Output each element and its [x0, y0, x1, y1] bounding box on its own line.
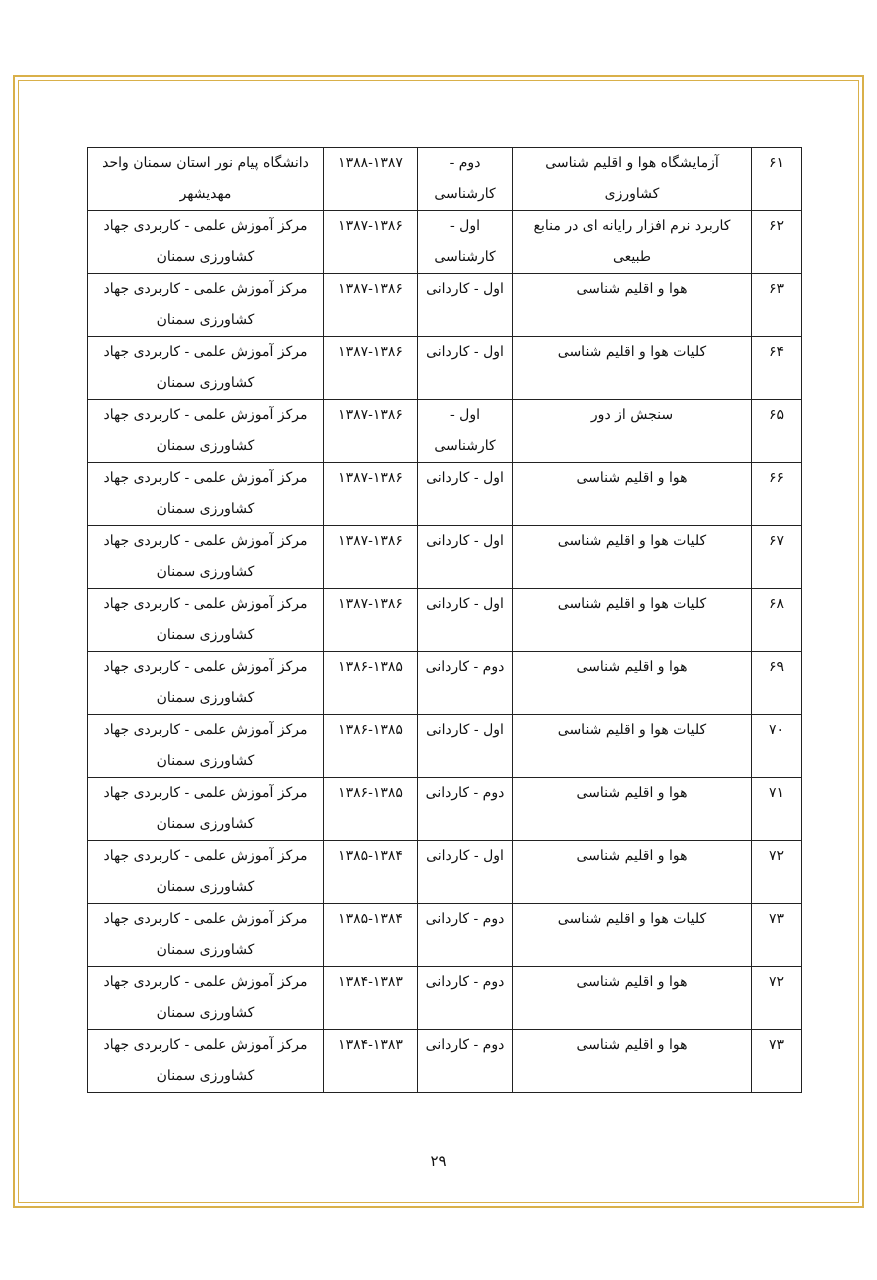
course-title: هوا و اقلیم شناسی [513, 841, 752, 904]
institution-name: مرکز آموزش علمی - کاربردی جهاد کشاورزی سمنان [88, 526, 324, 589]
row-number: ۶۴ [752, 337, 802, 400]
course-title: کلیات هوا و اقلیم شناسی [513, 904, 752, 967]
table-row [88, 715, 802, 778]
semester-level: اول - کاردانی [418, 841, 513, 904]
academic-year: ۱۳۸۷-۱۳۸۶ [324, 211, 418, 274]
table-row [88, 337, 802, 400]
course-title: هوا و اقلیم شناسی [513, 274, 752, 337]
institution-name: مرکز آموزش علمی - کاربردی جهاد کشاورزی سمنان [88, 400, 324, 463]
institution-name: مرکز آموزش علمی - کاربردی جهاد کشاورزی سمنان [88, 904, 324, 967]
institution-name: مرکز آموزش علمی - کاربردی جهاد کشاورزی سمنان [88, 211, 324, 274]
semester-level: اول - کاردانی [418, 526, 513, 589]
course-title: کاربرد نرم افزار رایانه ای در منابع طبیعی [513, 211, 752, 274]
academic-year: ۱۳۸۶-۱۳۸۵ [324, 715, 418, 778]
institution-name: مرکز آموزش علمی - کاربردی جهاد کشاورزی سمنان [88, 337, 324, 400]
row-number: ۷۳ [752, 1030, 802, 1093]
row-number: ۶۳ [752, 274, 802, 337]
academic-year: ۱۳۸۴-۱۳۸۳ [324, 1030, 418, 1093]
table-row [88, 841, 802, 904]
academic-year: ۱۳۸۷-۱۳۸۶ [324, 274, 418, 337]
table-row [88, 274, 802, 337]
academic-year: ۱۳۸۷-۱۳۸۶ [324, 589, 418, 652]
course-title: کلیات هوا و اقلیم شناسی [513, 715, 752, 778]
institution-name: دانشگاه پیام نور استان سمنان واحد مهدیشهر [88, 148, 324, 211]
table-row [88, 589, 802, 652]
table-row [88, 1030, 802, 1093]
semester-level: اول - کاردانی [418, 337, 513, 400]
academic-year: ۱۳۸۸-۱۳۸۷ [324, 148, 418, 211]
semester-level: دوم - کارشناسی [418, 148, 513, 211]
row-number: ۷۱ [752, 778, 802, 841]
semester-level: دوم - کاردانی [418, 1030, 513, 1093]
course-title: هوا و اقلیم شناسی [513, 463, 752, 526]
academic-year: ۱۳۸۷-۱۳۸۶ [324, 337, 418, 400]
course-title: هوا و اقلیم شناسی [513, 652, 752, 715]
institution-name: مرکز آموزش علمی - کاربردی جهاد کشاورزی سمنان [88, 778, 324, 841]
semester-level: اول - کارشناسی [418, 400, 513, 463]
table-row [88, 526, 802, 589]
table-row [88, 400, 802, 463]
institution-name: مرکز آموزش علمی - کاربردی جهاد کشاورزی سمنان [88, 652, 324, 715]
row-number: ۶۷ [752, 526, 802, 589]
table-row [88, 778, 802, 841]
row-number: ۶۶ [752, 463, 802, 526]
table-row [88, 967, 802, 1030]
course-title: آزمایشگاه هوا و اقلیم شناسی کشاورزی [513, 148, 752, 211]
semester-level: اول - کارشناسی [418, 211, 513, 274]
institution-name: مرکز آموزش علمی - کاربردی جهاد کشاورزی سمنان [88, 1030, 324, 1093]
institution-name: مرکز آموزش علمی - کاربردی جهاد کشاورزی سمنان [88, 967, 324, 1030]
semester-level: اول - کاردانی [418, 589, 513, 652]
course-title: کلیات هوا و اقلیم شناسی [513, 337, 752, 400]
course-title: هوا و اقلیم شناسی [513, 778, 752, 841]
semester-level: دوم - کاردانی [418, 778, 513, 841]
row-number: ۷۲ [752, 967, 802, 1030]
table-row [88, 148, 802, 211]
course-title: کلیات هوا و اقلیم شناسی [513, 526, 752, 589]
table-row [88, 463, 802, 526]
row-number: ۷۳ [752, 904, 802, 967]
semester-level: دوم - کاردانی [418, 904, 513, 967]
table-row [88, 652, 802, 715]
semester-level: اول - کاردانی [418, 274, 513, 337]
academic-year: ۱۳۸۴-۱۳۸۳ [324, 967, 418, 1030]
semester-level: دوم - کاردانی [418, 652, 513, 715]
institution-name: مرکز آموزش علمی - کاربردی جهاد کشاورزی سمنان [88, 589, 324, 652]
institution-name: مرکز آموزش علمی - کاربردی جهاد کشاورزی سمنان [88, 715, 324, 778]
row-number: ۶۹ [752, 652, 802, 715]
course-table-body [88, 148, 802, 1093]
row-number: ۷۰ [752, 715, 802, 778]
academic-year: ۱۳۸۷-۱۳۸۶ [324, 463, 418, 526]
row-number: ۶۱ [752, 148, 802, 211]
row-number: ۶۸ [752, 589, 802, 652]
course-title: کلیات هوا و اقلیم شناسی [513, 589, 752, 652]
institution-name: مرکز آموزش علمی - کاربردی جهاد کشاورزی سمنان [88, 463, 324, 526]
academic-year: ۱۳۸۵-۱۳۸۴ [324, 841, 418, 904]
institution-name: مرکز آموزش علمی - کاربردی جهاد کشاورزی سمنان [88, 841, 324, 904]
semester-level: اول - کاردانی [418, 715, 513, 778]
semester-level: اول - کاردانی [418, 463, 513, 526]
academic-year: ۱۳۸۷-۱۳۸۶ [324, 400, 418, 463]
semester-level: دوم - کاردانی [418, 967, 513, 1030]
academic-year: ۱۳۸۶-۱۳۸۵ [324, 652, 418, 715]
course-title: هوا و اقلیم شناسی [513, 967, 752, 1030]
course-title: هوا و اقلیم شناسی [513, 1030, 752, 1093]
course-table [87, 147, 802, 1093]
academic-year: ۱۳۸۶-۱۳۸۵ [324, 778, 418, 841]
row-number: ۶۲ [752, 211, 802, 274]
row-number: ۶۵ [752, 400, 802, 463]
page-number: ۲۹ [430, 1152, 447, 1170]
row-number: ۷۲ [752, 841, 802, 904]
course-title: سنجش از دور [513, 400, 752, 463]
academic-year: ۱۳۸۵-۱۳۸۴ [324, 904, 418, 967]
academic-year: ۱۳۸۷-۱۳۸۶ [324, 526, 418, 589]
table-row [88, 211, 802, 274]
table-row [88, 904, 802, 967]
institution-name: مرکز آموزش علمی - کاربردی جهاد کشاورزی سمنان [88, 274, 324, 337]
